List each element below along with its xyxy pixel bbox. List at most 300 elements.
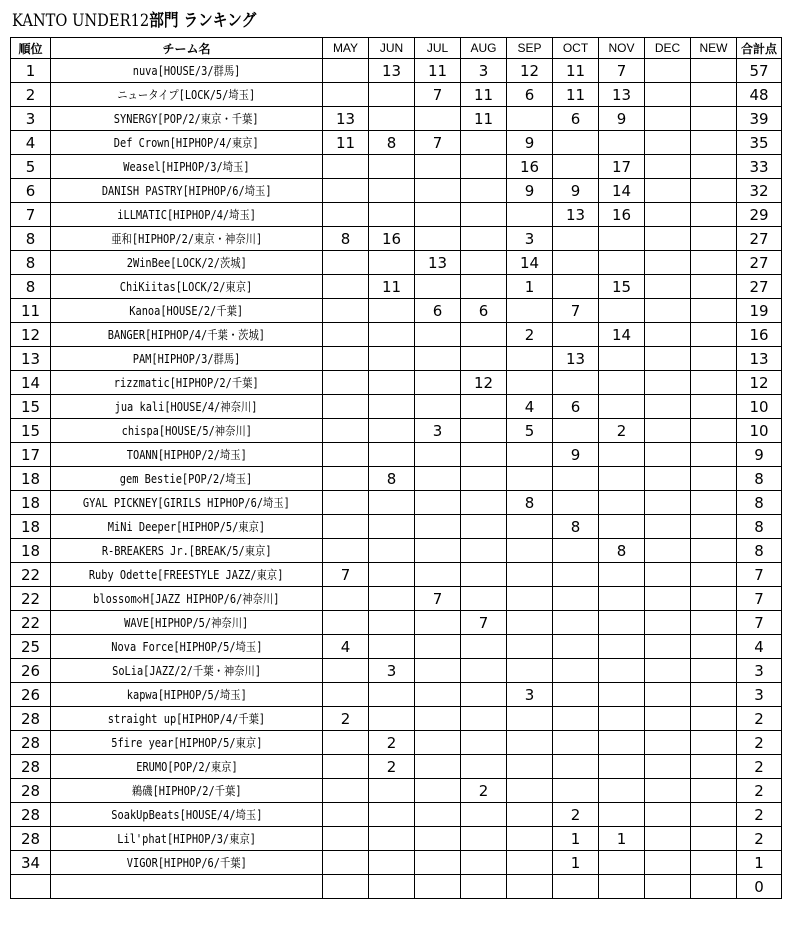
score-cell: 4 <box>507 395 553 419</box>
score-cell <box>507 779 553 803</box>
team-name-text: ChiKiitas[LOCK/2/東京] <box>120 280 253 294</box>
score-cell <box>415 755 461 779</box>
score-cell <box>553 155 599 179</box>
score-cell <box>553 251 599 275</box>
score-cell <box>599 299 645 323</box>
rank-cell: 28 <box>11 755 51 779</box>
score-cell <box>691 419 737 443</box>
total-cell: 27 <box>737 275 782 299</box>
score-cell: 9 <box>599 107 645 131</box>
score-cell <box>553 491 599 515</box>
score-cell <box>461 491 507 515</box>
score-cell <box>461 683 507 707</box>
score-cell: 2 <box>553 803 599 827</box>
ranking-body <box>11 59 782 899</box>
team-name-text: 5fire year[HIPHOP/5/東京] <box>110 736 263 750</box>
score-cell <box>599 563 645 587</box>
score-cell <box>599 875 645 899</box>
score-cell: 11 <box>461 107 507 131</box>
table-row <box>11 443 782 467</box>
score-cell <box>691 827 737 851</box>
team-name-cell <box>51 755 323 779</box>
score-cell <box>461 755 507 779</box>
score-cell: 4 <box>323 635 369 659</box>
table-row <box>11 203 782 227</box>
score-cell <box>369 107 415 131</box>
total-cell: 16 <box>737 323 782 347</box>
total-cell: 2 <box>737 827 782 851</box>
score-cell <box>507 299 553 323</box>
score-cell <box>645 83 691 107</box>
score-cell <box>415 851 461 875</box>
score-cell <box>369 539 415 563</box>
score-cell <box>415 371 461 395</box>
score-cell <box>323 59 369 83</box>
score-cell <box>369 635 415 659</box>
score-cell <box>461 563 507 587</box>
score-cell: 9 <box>507 179 553 203</box>
score-cell <box>599 755 645 779</box>
score-cell <box>645 419 691 443</box>
score-cell: 14 <box>599 179 645 203</box>
team-name-text: SYNERGY[POP/2/東京・千葉] <box>114 112 259 126</box>
score-cell: 11 <box>553 59 599 83</box>
score-cell <box>507 611 553 635</box>
score-cell <box>415 155 461 179</box>
score-cell <box>691 203 737 227</box>
score-cell <box>415 395 461 419</box>
score-cell <box>645 371 691 395</box>
score-cell <box>645 827 691 851</box>
score-cell <box>461 539 507 563</box>
score-cell: 11 <box>323 131 369 155</box>
score-cell <box>645 491 691 515</box>
team-name-cell <box>51 299 323 323</box>
score-cell <box>415 203 461 227</box>
team-name-cell <box>51 59 323 83</box>
score-cell <box>507 875 553 899</box>
score-cell: 8 <box>599 539 645 563</box>
table-row <box>11 755 782 779</box>
score-cell <box>415 347 461 371</box>
score-cell <box>323 755 369 779</box>
total-cell: 2 <box>737 707 782 731</box>
score-cell <box>323 323 369 347</box>
team-name-text: ニュータイプ[LOCK/5/埼玉] <box>117 88 256 102</box>
score-cell <box>645 59 691 83</box>
score-cell: 15 <box>599 275 645 299</box>
team-name-cell <box>51 227 323 251</box>
table-row <box>11 107 782 131</box>
score-cell: 17 <box>599 155 645 179</box>
score-cell <box>369 563 415 587</box>
score-cell: 2 <box>461 779 507 803</box>
score-cell <box>599 779 645 803</box>
score-cell <box>507 347 553 371</box>
score-cell <box>415 875 461 899</box>
total-cell: 9 <box>737 443 782 467</box>
table-row <box>11 467 782 491</box>
score-cell <box>553 587 599 611</box>
rank-cell: 28 <box>11 707 51 731</box>
score-cell <box>323 611 369 635</box>
rank-cell: 13 <box>11 347 51 371</box>
score-cell <box>323 443 369 467</box>
header-month: MAY <box>323 38 369 59</box>
score-cell <box>415 275 461 299</box>
table-row <box>11 227 782 251</box>
score-cell: 6 <box>415 299 461 323</box>
score-cell: 6 <box>553 107 599 131</box>
score-cell <box>323 683 369 707</box>
team-name-text: blossom◇H[JAZZ HIPHOP/6/神奈川] <box>93 592 280 606</box>
team-name-text: 2WinBee[LOCK/2/茨城] <box>126 256 247 270</box>
total-cell: 8 <box>737 491 782 515</box>
score-cell <box>323 275 369 299</box>
score-cell: 2 <box>369 755 415 779</box>
score-cell <box>691 347 737 371</box>
team-name-cell <box>51 539 323 563</box>
score-cell <box>645 251 691 275</box>
team-name-text: Def Crown[HIPHOP/4/東京] <box>114 136 259 150</box>
score-cell <box>323 875 369 899</box>
score-cell <box>691 467 737 491</box>
score-cell <box>691 875 737 899</box>
rank-cell: 2 <box>11 83 51 107</box>
score-cell <box>507 731 553 755</box>
score-cell <box>323 779 369 803</box>
header-total: 合計点 <box>737 38 782 59</box>
score-cell <box>461 179 507 203</box>
header-month: SEP <box>507 38 553 59</box>
team-name-text: PAM[HIPHOP/3/群馬] <box>132 352 241 366</box>
score-cell <box>415 683 461 707</box>
table-row <box>11 323 782 347</box>
header-month: JUN <box>369 38 415 59</box>
score-cell <box>599 659 645 683</box>
total-cell: 32 <box>737 179 782 203</box>
score-cell <box>369 803 415 827</box>
team-name-cell <box>51 515 323 539</box>
score-cell <box>599 443 645 467</box>
team-name-cell <box>51 491 323 515</box>
score-cell <box>645 563 691 587</box>
score-cell <box>461 635 507 659</box>
team-name-cell <box>51 347 323 371</box>
header-month: NEW <box>691 38 737 59</box>
score-cell <box>645 443 691 467</box>
header-month: AUG <box>461 38 507 59</box>
team-name-cell <box>51 803 323 827</box>
team-name-text: 亜和[HIPHOP/2/東京・神奈川] <box>111 232 262 246</box>
total-cell: 27 <box>737 251 782 275</box>
score-cell <box>415 611 461 635</box>
score-cell: 7 <box>415 83 461 107</box>
total-cell: 27 <box>737 227 782 251</box>
table-row <box>11 851 782 875</box>
team-name-cell <box>51 395 323 419</box>
score-cell <box>461 467 507 491</box>
team-name-cell <box>51 131 323 155</box>
score-cell <box>461 275 507 299</box>
score-cell: 2 <box>599 419 645 443</box>
score-cell <box>461 707 507 731</box>
score-cell: 13 <box>323 107 369 131</box>
team-name-text: ERUMO[POP/2/東京] <box>135 760 238 774</box>
score-cell <box>691 683 737 707</box>
header-month: OCT <box>553 38 599 59</box>
score-cell <box>507 443 553 467</box>
score-cell <box>691 251 737 275</box>
score-cell <box>415 707 461 731</box>
score-cell <box>645 611 691 635</box>
score-cell <box>461 323 507 347</box>
score-cell <box>369 515 415 539</box>
header-rank: 順位 <box>11 38 51 59</box>
score-cell <box>599 491 645 515</box>
score-cell <box>507 539 553 563</box>
rank-cell <box>11 875 51 899</box>
rank-cell: 28 <box>11 731 51 755</box>
score-cell <box>645 755 691 779</box>
score-cell <box>415 563 461 587</box>
rank-cell: 8 <box>11 227 51 251</box>
score-cell <box>553 131 599 155</box>
score-cell <box>461 251 507 275</box>
score-cell <box>369 203 415 227</box>
score-cell <box>645 635 691 659</box>
score-cell <box>323 803 369 827</box>
score-cell <box>415 467 461 491</box>
rank-cell: 28 <box>11 803 51 827</box>
score-cell <box>645 467 691 491</box>
score-cell <box>415 539 461 563</box>
score-cell <box>599 131 645 155</box>
table-row <box>11 179 782 203</box>
score-cell <box>507 851 553 875</box>
score-cell <box>369 707 415 731</box>
score-cell <box>691 491 737 515</box>
score-cell: 3 <box>461 59 507 83</box>
score-cell <box>507 515 553 539</box>
score-cell <box>691 755 737 779</box>
score-cell <box>691 155 737 179</box>
team-name-text: VIGOR[HIPHOP/6/千葉] <box>126 856 247 870</box>
score-cell <box>691 299 737 323</box>
score-cell <box>645 803 691 827</box>
score-cell <box>553 275 599 299</box>
score-cell: 12 <box>461 371 507 395</box>
score-cell <box>645 515 691 539</box>
score-cell <box>415 107 461 131</box>
score-cell <box>323 539 369 563</box>
score-cell <box>691 515 737 539</box>
score-cell: 7 <box>415 131 461 155</box>
score-cell <box>645 683 691 707</box>
score-cell <box>691 659 737 683</box>
score-cell <box>691 371 737 395</box>
team-name-text: 鵜磯[HIPHOP/2/千葉] <box>131 784 242 798</box>
score-cell <box>369 827 415 851</box>
table-row <box>11 347 782 371</box>
score-cell <box>645 779 691 803</box>
score-cell <box>323 851 369 875</box>
score-cell <box>691 539 737 563</box>
score-cell <box>645 155 691 179</box>
score-cell: 2 <box>323 707 369 731</box>
score-cell <box>553 635 599 659</box>
score-cell <box>461 443 507 467</box>
team-name-text: kapwa[HIPHOP/5/埼玉] <box>126 688 247 702</box>
total-cell: 8 <box>737 467 782 491</box>
team-name-cell <box>51 587 323 611</box>
table-row <box>11 779 782 803</box>
score-cell <box>461 347 507 371</box>
score-cell <box>415 227 461 251</box>
score-cell: 13 <box>553 203 599 227</box>
score-cell <box>507 635 553 659</box>
rank-cell: 18 <box>11 515 51 539</box>
total-cell: 1 <box>737 851 782 875</box>
score-cell <box>323 827 369 851</box>
team-name-text: Ruby Odette[FREESTYLE JAZZ/東京] <box>89 568 284 582</box>
score-cell: 1 <box>507 275 553 299</box>
team-name-text: iLLMATIC[HIPHOP/4/埼玉] <box>117 208 256 222</box>
team-name-text: Nova Force[HIPHOP/5/埼玉] <box>110 640 263 654</box>
score-cell <box>553 323 599 347</box>
score-cell: 9 <box>507 131 553 155</box>
score-cell: 13 <box>599 83 645 107</box>
header-row <box>11 38 782 59</box>
table-row <box>11 419 782 443</box>
rank-cell: 6 <box>11 179 51 203</box>
rank-cell: 26 <box>11 683 51 707</box>
rank-cell: 8 <box>11 275 51 299</box>
rank-cell: 3 <box>11 107 51 131</box>
team-name-text: GYAL PICKNEY[GIRILS HIPHOP/6/埼玉] <box>82 496 291 510</box>
score-cell: 11 <box>369 275 415 299</box>
rank-cell: 15 <box>11 419 51 443</box>
score-cell: 8 <box>369 131 415 155</box>
team-name-cell <box>51 443 323 467</box>
score-cell <box>415 515 461 539</box>
score-cell <box>553 539 599 563</box>
score-cell <box>553 779 599 803</box>
title-prefix: KANTO UNDER12 <box>12 11 150 31</box>
score-cell <box>461 851 507 875</box>
score-cell: 9 <box>553 443 599 467</box>
table-row <box>11 803 782 827</box>
team-name-cell <box>51 155 323 179</box>
table-row <box>11 611 782 635</box>
score-cell <box>369 779 415 803</box>
score-cell <box>553 371 599 395</box>
score-cell <box>323 155 369 179</box>
score-cell <box>369 251 415 275</box>
score-cell <box>461 659 507 683</box>
score-cell: 14 <box>599 323 645 347</box>
team-name-cell <box>51 467 323 491</box>
total-cell: 7 <box>737 611 782 635</box>
score-cell <box>645 179 691 203</box>
score-cell <box>369 851 415 875</box>
team-name-cell <box>51 419 323 443</box>
score-cell <box>645 659 691 683</box>
rank-cell: 18 <box>11 467 51 491</box>
score-cell: 1 <box>553 827 599 851</box>
score-cell <box>369 155 415 179</box>
score-cell <box>691 395 737 419</box>
team-name-text: SoakUpBeats[HOUSE/4/埼玉] <box>110 808 263 822</box>
score-cell: 1 <box>599 827 645 851</box>
rank-cell: 22 <box>11 611 51 635</box>
team-name-cell <box>51 707 323 731</box>
score-cell <box>691 179 737 203</box>
score-cell <box>415 659 461 683</box>
total-cell: 12 <box>737 371 782 395</box>
score-cell <box>599 515 645 539</box>
rank-cell: 17 <box>11 443 51 467</box>
table-row <box>11 59 782 83</box>
team-name-text: R-BREAKERS Jr.[BREAK/5/東京] <box>101 544 272 558</box>
ranking-table <box>10 37 782 899</box>
team-name-cell <box>51 203 323 227</box>
score-cell: 3 <box>507 227 553 251</box>
score-cell <box>323 251 369 275</box>
team-name-cell <box>51 875 323 899</box>
team-name-cell <box>51 851 323 875</box>
score-cell <box>415 779 461 803</box>
team-name-cell <box>51 683 323 707</box>
total-cell: 19 <box>737 299 782 323</box>
table-row <box>11 275 782 299</box>
team-name-cell <box>51 83 323 107</box>
total-cell: 8 <box>737 515 782 539</box>
rank-cell: 12 <box>11 323 51 347</box>
score-cell <box>507 203 553 227</box>
score-cell: 3 <box>369 659 415 683</box>
score-cell <box>553 707 599 731</box>
table-row <box>11 659 782 683</box>
total-cell: 10 <box>737 419 782 443</box>
total-cell: 33 <box>737 155 782 179</box>
score-cell <box>507 107 553 131</box>
score-cell <box>369 443 415 467</box>
score-cell <box>553 731 599 755</box>
total-cell: 39 <box>737 107 782 131</box>
score-cell <box>369 299 415 323</box>
score-cell <box>415 803 461 827</box>
rank-cell: 5 <box>11 155 51 179</box>
score-cell <box>369 83 415 107</box>
score-cell: 8 <box>553 515 599 539</box>
score-cell: 16 <box>599 203 645 227</box>
total-cell: 3 <box>737 659 782 683</box>
score-cell <box>553 875 599 899</box>
score-cell <box>599 731 645 755</box>
team-name-cell <box>51 371 323 395</box>
table-row <box>11 83 782 107</box>
score-cell <box>599 707 645 731</box>
score-cell <box>507 803 553 827</box>
score-cell <box>323 491 369 515</box>
team-name-cell <box>51 827 323 851</box>
table-row <box>11 635 782 659</box>
score-cell <box>645 275 691 299</box>
team-name-text: nuva[HOUSE/3/群馬] <box>132 64 241 78</box>
rank-cell: 1 <box>11 59 51 83</box>
total-cell: 2 <box>737 803 782 827</box>
